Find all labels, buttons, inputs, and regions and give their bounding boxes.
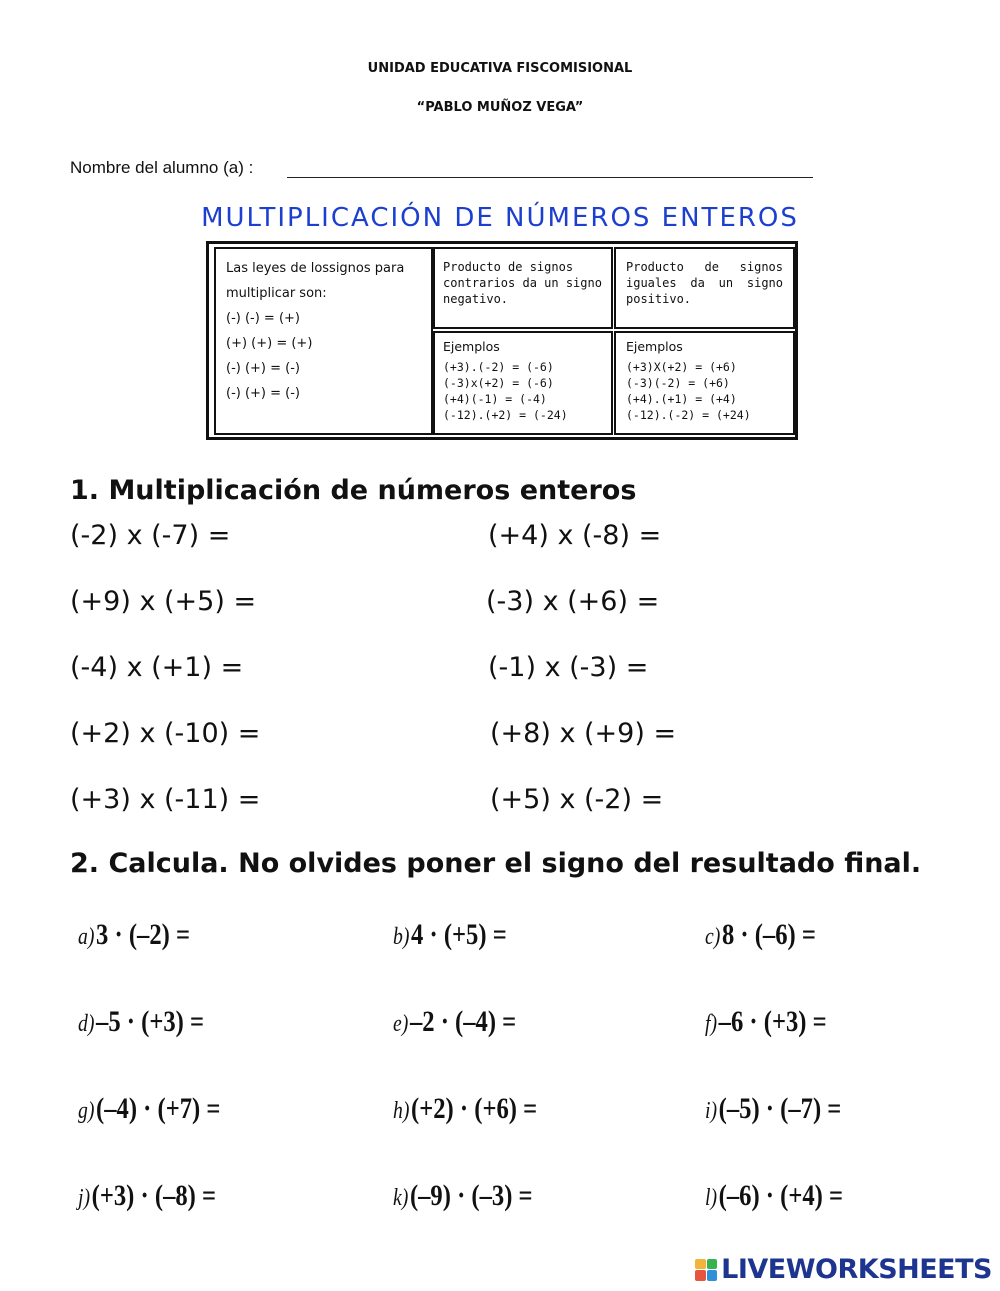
example-line: (-12).(-2) = (+24) [626,408,751,422]
contrary-signs-cell [433,247,613,329]
sign-law: (+) (+) = (+) [226,336,313,351]
school-name: UNIDAD EDUCATIVA FISCOMISIONAL [367,61,633,76]
logo-square [695,1259,706,1270]
exercise-letter: d) [78,1011,95,1037]
exercise-2-l [705,1179,843,1213]
exercise-letter: f) [705,1011,718,1037]
examples-label: Ejemplos [443,339,500,354]
exercise-1-left-2: (+9) x (+5) = [70,586,257,617]
exercise-1-left-1: (-2) x (-7) = [70,520,231,551]
logo-square [707,1270,718,1281]
example-line: (+3).(-2) = (-6) [443,360,554,374]
exercise-expression: –2 · (–4) = [409,1005,517,1038]
exercise-1-right-3: (-1) x (-3) = [488,652,649,683]
exercise-expression: 8 · (–6) = [721,918,816,951]
example-line: (-3)(-2) = (+6) [626,376,730,390]
exercise-expression: (+2) · (+6) = [411,1092,538,1125]
exercise-2-g [78,1092,220,1126]
exercise-expression: (+3) · (–8) = [91,1179,217,1212]
exercise-2-i [705,1092,841,1126]
exercise-letter: c) [705,924,721,950]
exercise-2-a [78,918,190,952]
exercise-expression: (–4) · (+7) = [96,1092,221,1125]
logo-square [707,1259,718,1270]
exercise-2-c [705,918,816,952]
exercise-expression: (–6) · (+4) = [718,1179,844,1212]
exercise-letter: b) [393,924,410,950]
page-title: MULTIPLICACIÓN DE NÚMEROS ENTEROS [201,203,799,233]
exercise-1-right-2: (-3) x (+6) = [486,586,660,617]
brand-name: LIVEWORKSHEETS [721,1254,992,1285]
exercise-2-b [393,918,507,952]
example-line: (+4).(+1) = (+4) [626,392,737,406]
examples-negative-cell [433,331,613,435]
examples-label: Ejemplos [626,339,683,354]
exercise-expression: 3 · (–2) = [96,918,191,951]
exercise-2-d [78,1005,204,1039]
exercise-2-f [705,1005,827,1039]
exercise-2-h [393,1092,537,1126]
exercise-expression: (–9) · (–3) = [409,1179,533,1212]
sign-rules-table [206,241,798,440]
exercise-1-right-4: (+8) x (+9) = [490,718,677,749]
exercise-letter: l) [705,1185,718,1211]
school-subtitle: “PABLO MUÑOZ VEGA” [416,100,584,115]
examples-positive-cell [614,331,795,435]
exercise-letter: j) [78,1185,91,1211]
logo-square [695,1270,706,1281]
exercise-1-left-3: (-4) x (+1) = [70,652,244,683]
sign-law: (-) (+) = (-) [226,386,300,401]
example-line: (+4)(-1) = (-4) [443,392,547,406]
exercise-letter: e) [393,1011,409,1037]
section2-title: 2. Calcula. No olvides poner el signo del resultado final. [70,848,922,879]
student-name-field[interactable] [287,177,813,178]
exercise-2-e [393,1005,516,1039]
sign-laws-intro: Las leyes de lossignos para multiplicar son: [226,261,405,301]
brand-logo-icon [695,1259,717,1281]
example-line: (-3)x(+2) = (-6) [443,376,554,390]
exercise-expression: 4 · (+5) = [411,918,507,951]
exercise-expression: –5 · (+3) = [96,1005,205,1038]
exercise-1-left-4: (+2) x (-10) = [70,718,261,749]
exercise-letter: k) [393,1185,409,1211]
exercise-letter: g) [78,1098,95,1124]
exercise-1-left-5: (+3) x (-11) = [70,784,261,815]
exercise-1-right-5: (+5) x (-2) = [490,784,664,815]
contrary-signs-text: Producto de signos contrarios da un signo negativo. [443,260,602,306]
sign-law: (-) (-) = (+) [226,311,300,326]
exercise-1-right-1: (+4) x (-8) = [488,520,662,551]
exercise-expression: –6 · (+3) = [718,1005,827,1038]
equal-signs-text: Producto de signos iguales da un signo positivo. [626,260,783,306]
exercise-2-j [78,1179,216,1213]
exercise-letter: i) [705,1098,718,1124]
exercise-letter: a) [78,924,95,950]
section1-title: 1. Multiplicación de números enteros [70,475,637,506]
sign-law: (-) (+) = (-) [226,361,300,376]
example-line: (-12).(+2) = (-24) [443,408,568,422]
student-name-label: Nombre del alumno (a) : [70,158,254,177]
equal-signs-cell [614,247,795,329]
brand-watermark [695,1254,992,1285]
example-line: (+3)X(+2) = (+6) [626,360,737,374]
sign-laws-cell [214,247,433,435]
exercise-letter: h) [393,1098,410,1124]
exercise-2-k [393,1179,533,1213]
exercise-expression: (–5) · (–7) = [718,1092,842,1125]
